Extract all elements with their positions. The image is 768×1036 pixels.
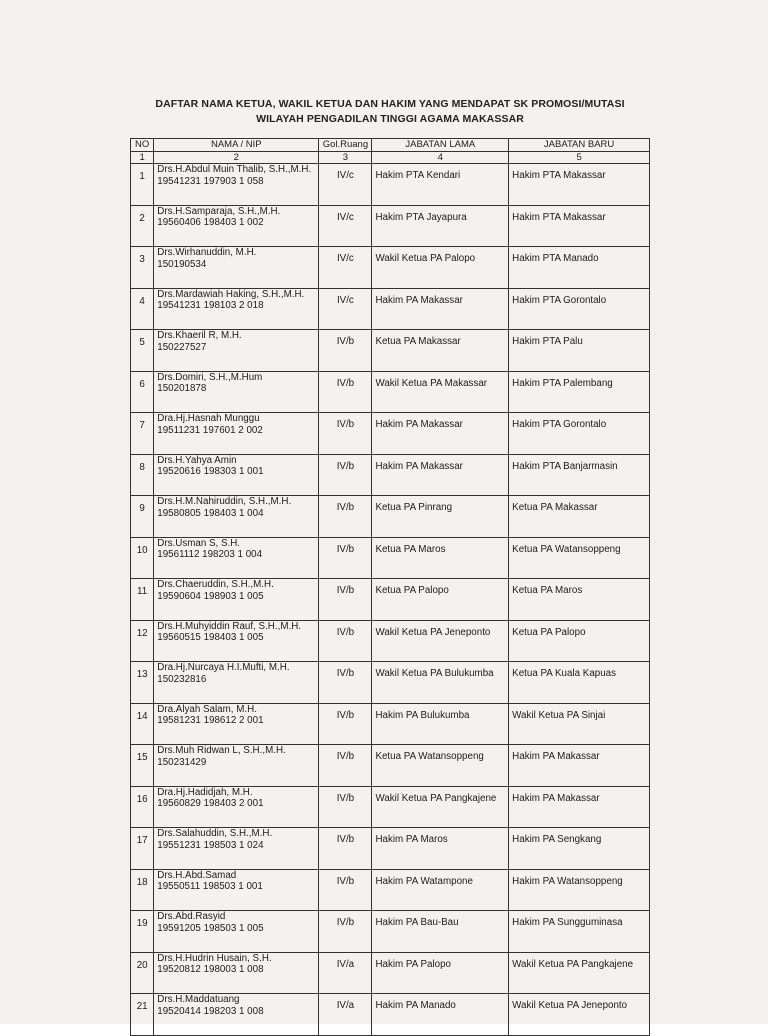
table-row (131, 330, 650, 372)
jabatan-baru: Hakim PA Makassar (509, 745, 650, 787)
person-nip: 19511231 197601 2 002 (157, 424, 263, 436)
table-row (131, 869, 650, 911)
person-nip: 19580805 198403 1 004 (157, 507, 264, 519)
table-row (131, 205, 650, 247)
jabatan-lama: Wakil Ketua PA Makassar (372, 371, 509, 413)
gol-ruang: IV/b (319, 828, 372, 870)
table-row (131, 164, 650, 206)
row-number: 20 (131, 952, 154, 994)
jabatan-lama: Ketua PA Makassar (372, 330, 509, 372)
person-name: Drs.H.Muhyiddin Rauf, S.H.,M.H. (157, 620, 302, 632)
jabatan-lama: Wakil Ketua PA Pangkajene (372, 786, 509, 828)
person-name: Drs.Usman S, S.H. (157, 537, 241, 549)
table-row (131, 537, 650, 579)
jabatan-baru: Hakim PTA Palu (509, 330, 650, 372)
name-nip-cell (154, 371, 319, 413)
person-nip: 19541231 198103 2 018 (157, 300, 264, 311)
gol-ruang: IV/b (319, 454, 372, 496)
column-number: 3 (319, 152, 372, 164)
jabatan-lama: Wakil Ketua PA Palopo (372, 247, 509, 289)
jabatan-baru: Ketua PA Palopo (509, 620, 650, 662)
person-name: Drs.H.M.Nahiruddin, S.H.,M.H. (157, 496, 292, 507)
person-nip: 19591205 198503 1 005 (157, 922, 264, 934)
name-nip-cell (154, 662, 319, 704)
row-number: 13 (131, 662, 154, 704)
row-number: 15 (131, 745, 154, 787)
person-nip: 19550511 198503 1 001 (157, 881, 263, 892)
jabatan-lama: Hakim PA Bulukumba (372, 703, 509, 745)
name-nip-cell (154, 786, 319, 828)
name-nip-cell (154, 620, 319, 662)
gol-ruang: IV/b (319, 413, 372, 455)
jabatan-baru: Hakim PA Sungguminasa (509, 911, 650, 953)
jabatan-lama: Hakim PA Maros (372, 828, 509, 870)
table-row (131, 247, 650, 289)
person-name: Drs.H.Abdul Muin Thalib, S.H.,M.H. (157, 164, 312, 175)
person-nip: 19541231 197903 1 058 (157, 175, 264, 187)
table-row (131, 952, 650, 994)
table-row (131, 786, 650, 828)
gol-ruang: IV/c (319, 164, 372, 206)
name-nip-cell (154, 454, 319, 496)
gol-ruang: IV/c (319, 205, 372, 247)
jabatan-lama: Hakim PA Watampone (372, 869, 509, 911)
person-name: Drs.H.Yahya Amin (157, 454, 237, 466)
name-nip-cell (154, 205, 319, 247)
gol-ruang: IV/b (319, 330, 372, 372)
name-nip-cell (154, 413, 319, 455)
person-nip: 19560829 198403 2 001 (157, 798, 264, 809)
table-header-row (131, 139, 650, 152)
jabatan-baru: Ketua PA Maros (509, 579, 650, 621)
person-nip: 150232816 (157, 673, 207, 685)
gol-ruang: IV/b (319, 371, 372, 413)
title-line-2: WILAYAH PENGADILAN TINGGI AGAMA MAKASSAR (256, 113, 524, 125)
jabatan-baru: Hakim PTA Makassar (509, 205, 650, 247)
column-number: 5 (509, 152, 650, 164)
jabatan-baru: Hakim PTA Gorontalo (509, 288, 650, 330)
gol-ruang: IV/b (319, 911, 372, 953)
gol-ruang: IV/a (319, 952, 372, 994)
person-nip: 19520414 198203 1 008 (157, 1005, 264, 1017)
gol-ruang: IV/b (319, 537, 372, 579)
gol-ruang: IV/b (319, 662, 372, 704)
table-row (131, 371, 650, 413)
row-number: 8 (131, 454, 154, 496)
header-jabatan-lama: JABATAN LAMA (372, 139, 509, 152)
person-name: Drs.Mardawiah Haking, S.H.,M.H. (157, 288, 305, 300)
gol-ruang: IV/b (319, 496, 372, 538)
gol-ruang: IV/b (319, 620, 372, 662)
gol-ruang: IV/b (319, 745, 372, 787)
column-number: 4 (372, 152, 509, 164)
row-number: 10 (131, 537, 154, 579)
person-nip: 19561112 198203 1 004 (157, 549, 263, 560)
name-nip-cell (154, 911, 319, 953)
jabatan-lama: Hakim PA Makassar (372, 288, 509, 330)
table-row (131, 620, 650, 662)
jabatan-lama: Hakim PTA Jayapura (372, 205, 509, 247)
jabatan-baru: Hakim PA Sengkang (509, 828, 650, 870)
gol-ruang: IV/c (319, 288, 372, 330)
person-name: Dra.Hj.Hadidjah, M.H. (157, 786, 253, 798)
person-nip: 19581231 198612 2 001 (157, 715, 264, 726)
person-name: Drs.H.Abd.Samad (157, 869, 237, 881)
jabatan-lama: Hakim PA Makassar (372, 413, 509, 455)
person-name: Drs.Khaeril R, M.H. (157, 330, 242, 341)
table-row (131, 413, 650, 455)
row-number: 16 (131, 786, 154, 828)
name-nip-cell (154, 994, 319, 1036)
column-number: 2 (154, 152, 319, 164)
table-row (131, 662, 650, 704)
table-row (131, 288, 650, 330)
name-nip-cell (154, 330, 319, 372)
person-name: Drs.H.Maddatuang (157, 994, 240, 1005)
header-name-nip: NAMA / NIP (154, 139, 319, 152)
jabatan-baru: Wakil Ketua PA Sinjai (509, 703, 650, 745)
name-nip-cell (154, 745, 319, 787)
table-row (131, 828, 650, 870)
name-nip-cell (154, 496, 319, 538)
row-number: 4 (131, 288, 154, 330)
jabatan-lama: Ketua PA Watansoppeng (372, 745, 509, 787)
person-nip: 19551231 198503 1 024 (157, 839, 264, 851)
jabatan-baru: Ketua PA Makassar (509, 496, 650, 538)
person-name: Drs.H.Samparaja, S.H.,M.H. (157, 205, 281, 217)
row-number: 7 (131, 413, 154, 455)
header-gol-ruang: Gol.Ruang (319, 139, 372, 152)
name-nip-cell (154, 869, 319, 911)
row-number: 3 (131, 247, 154, 289)
gol-ruang: IV/b (319, 703, 372, 745)
person-name: Dra.Hj.Nurcaya H.I.Mufti, M.H. (157, 662, 290, 673)
jabatan-baru: Hakim PTA Banjarmasin (509, 454, 650, 496)
name-nip-cell (154, 828, 319, 870)
table-row (131, 745, 650, 787)
header-jabatan-baru: JABATAN BARU (509, 139, 650, 152)
person-nip: 19560515 198403 1 005 (157, 632, 264, 643)
table-row (131, 911, 650, 953)
jabatan-lama: Wakil Ketua PA Jeneponto (372, 620, 509, 662)
person-name: Dra.Hj.Hasnah Munggu (157, 413, 260, 424)
person-nip: 150201878 (157, 383, 207, 394)
name-nip-cell (154, 579, 319, 621)
jabatan-baru: Ketua PA Watansoppeng (509, 537, 650, 579)
jabatan-baru: Hakim PA Makassar (509, 786, 650, 828)
header-no: NO (131, 139, 154, 152)
row-number: 2 (131, 205, 154, 247)
person-name: Drs.Abd.Rasyid (157, 911, 226, 922)
jabatan-baru: Hakim PTA Makassar (509, 164, 650, 206)
jabatan-baru: Hakim PTA Palembang (509, 371, 650, 413)
jabatan-lama: Wakil Ketua PA Bulukumba (372, 662, 509, 704)
jabatan-lama: Ketua PA Palopo (372, 579, 509, 621)
promotion-table (130, 138, 650, 1036)
person-name: Drs.Domiri, S.H.,M.Hum (157, 371, 263, 383)
jabatan-baru: Wakil Ketua PA Jeneponto (509, 994, 650, 1036)
title-line-1: DAFTAR NAMA KETUA, WAKIL KETUA DAN HAKIM YANG MENDAPAT SK PROMOSI/MUTASI (155, 98, 625, 110)
person-nip: 19590604 198903 1 005 (157, 590, 264, 602)
name-nip-cell (154, 247, 319, 289)
table-row (131, 579, 650, 621)
person-name: Dra.Alyah Salam, M.H. (157, 703, 257, 715)
table-row (131, 703, 650, 745)
table-row (131, 994, 650, 1036)
person-nip: 19520616 198303 1 001 (157, 466, 264, 477)
jabatan-lama: Hakim PA Bau-Bau (372, 911, 509, 953)
person-nip: 150190534 (157, 258, 207, 270)
row-number: 18 (131, 869, 154, 911)
person-name: Drs.Wirhanuddin, M.H. (157, 247, 257, 258)
gol-ruang: IV/a (319, 994, 372, 1036)
row-number: 17 (131, 828, 154, 870)
jabatan-baru: Hakim PTA Manado (509, 247, 650, 289)
person-nip: 150231429 (157, 756, 207, 768)
jabatan-lama: Ketua PA Pinrang (372, 496, 509, 538)
row-number: 11 (131, 579, 154, 621)
column-number-row (131, 152, 650, 164)
gol-ruang: IV/b (319, 869, 372, 911)
person-name: Drs.Salahuddin, S.H.,M.H. (157, 828, 273, 839)
gol-ruang: IV/b (319, 786, 372, 828)
row-number: 12 (131, 620, 154, 662)
jabatan-lama: Hakim PTA Kendari (372, 164, 509, 206)
jabatan-lama: Hakim PA Palopo (372, 952, 509, 994)
person-nip: 19520812 198003 1 008 (157, 964, 264, 975)
name-nip-cell (154, 952, 319, 994)
person-nip: 150227527 (157, 341, 207, 353)
person-name: Drs.Chaeruddin, S.H.,M.H. (157, 579, 274, 590)
row-number: 6 (131, 371, 154, 413)
row-number: 21 (131, 994, 154, 1036)
name-nip-cell (154, 164, 319, 206)
column-number: 1 (131, 152, 154, 164)
row-number: 9 (131, 496, 154, 538)
jabatan-lama: Hakim PA Manado (372, 994, 509, 1036)
person-nip: 19560406 198403 1 002 (157, 217, 264, 228)
gol-ruang: IV/b (319, 579, 372, 621)
document-title (130, 97, 650, 127)
table-body (131, 164, 650, 1036)
jabatan-lama: Hakim PA Makassar (372, 454, 509, 496)
person-name: Drs.H.Hudrin Husain, S.H. (157, 952, 272, 964)
jabatan-baru: Hakim PTA Gorontalo (509, 413, 650, 455)
name-nip-cell (154, 537, 319, 579)
person-name: Drs.Muh Ridwan L, S.H.,M.H. (157, 745, 286, 756)
table-row (131, 454, 650, 496)
gol-ruang: IV/c (319, 247, 372, 289)
table-row (131, 496, 650, 538)
row-number: 14 (131, 703, 154, 745)
jabatan-baru: Wakil Ketua PA Pangkajene (509, 952, 650, 994)
jabatan-baru: Ketua PA Kuala Kapuas (509, 662, 650, 704)
jabatan-lama: Ketua PA Maros (372, 537, 509, 579)
name-nip-cell (154, 703, 319, 745)
name-nip-cell (154, 288, 319, 330)
row-number: 19 (131, 911, 154, 953)
jabatan-baru: Hakim PA Watansoppeng (509, 869, 650, 911)
row-number: 5 (131, 330, 154, 372)
row-number: 1 (131, 164, 154, 206)
